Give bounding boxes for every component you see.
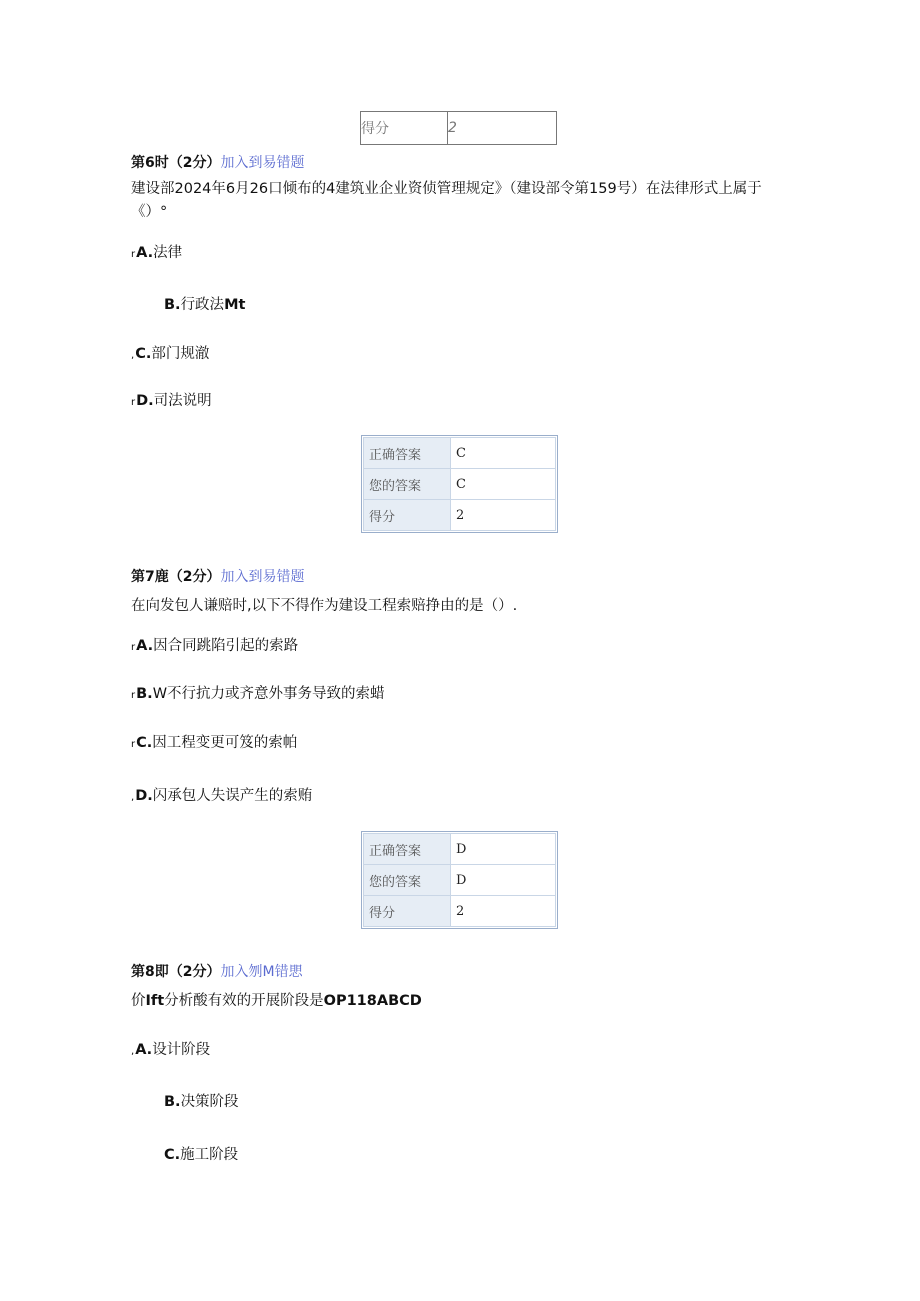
question-6-number: 第6时（2分） [131,155,221,171]
q7-option-b[interactable]: rB.W不行抗力或齐意外事务导致的索蜡 [131,686,385,702]
radio-icon[interactable]: r [131,249,136,260]
q6-option-a[interactable]: rA.法律 [131,245,183,261]
radio-icon[interactable]: r [131,642,136,653]
radio-icon[interactable]: , [131,792,135,803]
q8-option-c[interactable]: C.施工阶段 [164,1147,239,1163]
q7-option-c[interactable]: rC.因工程变更可笈的索帕 [131,735,298,751]
q6-option-d[interactable]: rD.司法说明 [131,393,212,409]
radio-icon[interactable]: r [131,739,136,750]
radio-icon[interactable]: r [131,690,136,701]
table-row: 您的答案 D [364,865,556,896]
question-6-stem-cont: 《）° [131,204,168,220]
add-to-wrong-list-link-q8[interactable]: 加入刎M错愳 [220,964,303,980]
radio-icon[interactable]: , [131,350,135,361]
q6-option-b[interactable]: B.行政法Mt [164,297,246,313]
radio-icon[interactable]: r [131,397,136,408]
add-to-wrong-list-link-q6[interactable]: 加入到易错题 [220,155,305,171]
question-6-title [131,152,304,172]
table-row: 正确答案 C [364,438,556,469]
question-6-stem: 建设部2024年6月26口倾布的4建筑业企业资侦管理规定》（建设部令第159号）在法律形式上属于 [131,181,762,197]
score-label: 得分 [361,112,448,145]
table-row: 得分 2 [364,500,556,531]
question-7-stem: 在向发包人谦赔时,以下不得作为建设工程索赔挣由的是（）. [131,598,518,614]
table-row: 正确答案 D [364,834,556,865]
question-7-number: 第7鹿（2分） [131,569,221,585]
q6-option-c[interactable]: ,C.部门规澈 [131,346,210,362]
question-7-title [131,566,304,586]
add-to-wrong-list-link-q7[interactable]: 加入到易错题 [220,569,305,585]
score-value: 2 [448,112,557,145]
question-8-number: 第8即（2分） [131,964,221,980]
q7-option-a[interactable]: rA.因合同跳陷引起的索路 [131,638,299,654]
table-row: 您的答案 C [364,469,556,500]
radio-icon[interactable]: , [131,1046,135,1057]
question-8-title [131,961,303,981]
q6-result-table [361,435,558,533]
q8-option-b[interactable]: B.决策阶段 [164,1094,239,1110]
top-score-table [360,111,557,145]
q7-option-d[interactable]: ,D.闪承包人失误产生的索贿 [131,788,313,804]
question-8-stem: 价Ift分析酸有效的开展阶段是OP118ABCD [131,993,422,1009]
table-row: 得分 2 [364,896,556,927]
q7-result-table [361,831,558,929]
q8-option-a[interactable]: ,A.设计阶段 [131,1042,211,1058]
